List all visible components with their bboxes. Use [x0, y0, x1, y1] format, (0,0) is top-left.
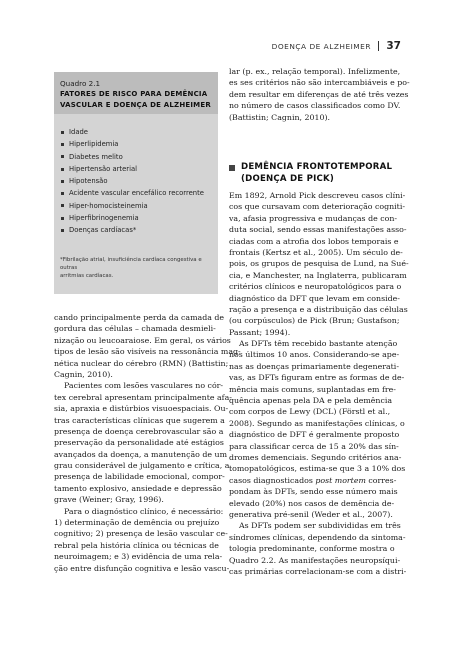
risk-factors-box [54, 72, 218, 294]
text-line: ração a presença e a distribuição das células [229, 304, 408, 314]
text-line: gordura das células – chamada desmieli- [54, 324, 216, 334]
separator-bar [378, 41, 379, 51]
text-line: 1) determinação de demência ou prejuízo [54, 518, 220, 528]
risk-factor-label: Hipertensão arterial [69, 164, 138, 173]
box-footnote [60, 256, 214, 280]
section-title [241, 162, 401, 185]
text-line: Em 1892, Arnold Pick descreveu casos clíni- [229, 191, 406, 200]
text-line: Para o diagnóstico clínico, é necessário: [64, 506, 224, 516]
right-column-text-body [229, 190, 409, 577]
text-line: grau considerável de julgamento e crítica, a [54, 461, 230, 471]
risk-factor-item [61, 187, 204, 199]
risk-factor-item [61, 175, 204, 187]
bullet-icon [61, 180, 64, 183]
box-title-line-2: VASCULAR E DOENÇA DE ALZHEIMER [60, 100, 211, 109]
text-line: Passant; 1994). [229, 327, 291, 337]
text-line: 2008). Segundo as manifestações clínicas, o [229, 418, 405, 428]
text-line: tomopatológicos, estima-se que 3 a 10% dos [229, 464, 406, 474]
footnote-line-1: *Fibrilação atrial, insuficiência cardíaca congestiva e outras [60, 257, 202, 271]
risk-factor-item [61, 151, 204, 163]
running-title: DOENÇA DE ALZHEIMER [271, 41, 371, 51]
text-line: no número de casos classificados como DV. [229, 101, 401, 111]
text-line: para classificar cerca de 15 a 20% das sín- [229, 441, 399, 451]
text-line: nização ou leucoaraiose. Em geral, os vários [54, 335, 231, 345]
bullet-icon [61, 168, 64, 171]
text-line: pois, os grupos de pesquisa de Lund, na Sué- [229, 259, 409, 269]
risk-factor-label: Hiperfibrinogenemia [69, 214, 139, 223]
text-line: cognitivo; 2) presença de lesão vascular ce- [54, 529, 228, 539]
text-line: duta social, sendo essas manifestações asso- [229, 225, 407, 235]
text-line: nos últimos 10 anos. Considerando-se ape- [229, 350, 400, 360]
text-line: quência apenas pela DA e pela demência [229, 396, 393, 406]
risk-factor-item [61, 138, 204, 150]
bullet-icon [61, 204, 64, 207]
text-line: avançados da doença, a manutenção de um [54, 449, 228, 459]
risk-factor-label: Hiperlipidemia [69, 140, 119, 149]
risk-factor-label: Acidente vascular encefálico recorrente [69, 189, 204, 198]
bullet-icon [61, 155, 64, 158]
text-line: elevado (20%) nos casos de demência de- [229, 498, 395, 508]
text-line: rebral pela história clínica ou técnicas de [54, 540, 219, 550]
text-line: As DFTs podem ser subdivididas em três [239, 521, 401, 531]
bullet-icon [61, 143, 64, 146]
text-line: va, afasia progressiva e mudanças de con- [229, 213, 398, 223]
risk-factor-label: Doenças cardíacas* [69, 226, 137, 235]
left-column-text [54, 312, 241, 574]
text-line: ciadas com a atrofia dos lobos temporais e [229, 236, 399, 246]
box-header [54, 72, 218, 114]
text-line: ção entre disfunção cognitiva e lesão vascu- [54, 563, 230, 573]
text-line: cos que cursavam com deterioração cogniti- [229, 202, 405, 212]
box-label: Quadro 2.1 [60, 79, 101, 88]
text-line: es ses critérios não são intercambiáveis e po- [229, 78, 410, 88]
bullet-icon [61, 229, 64, 232]
risk-factor-list [61, 126, 204, 237]
italic-term: post mortem [315, 475, 366, 485]
right-column-text-top [229, 66, 410, 123]
risk-factor-item [61, 212, 204, 224]
text-line: sia, apraxia e distúrbios visuoespaciais. Ou- [54, 404, 229, 414]
text-line: Pacientes com lesões vasculares no cór- [64, 381, 224, 391]
risk-factor-item [61, 126, 204, 138]
footnote-line-2: arritmias cardíacas. [60, 273, 114, 279]
text-line: neuroimagem; e 3) evidência de uma rela- [54, 552, 223, 562]
text-line: preservação da personalidade até estágios [54, 438, 224, 448]
risk-factor-label: Diabetes melito [69, 152, 123, 161]
text-line: cando principalmente perda da camada de [54, 313, 225, 322]
text-line: pondam às DFTs, sendo esse número mais [229, 487, 398, 497]
running-head [272, 40, 401, 52]
section-square-icon [229, 165, 235, 171]
text-line: Cagnin, 2010). [54, 369, 113, 379]
text-line: dem resultar em diferenças de até três vezes [229, 89, 409, 99]
box-title-line-1: FATORES DE RISCO PARA DEMÊNCIA [60, 90, 208, 98]
text-line: tologia predominante, conforme mostra o [229, 544, 395, 554]
page-number: 37 [386, 40, 401, 52]
text-line: generativa pré-senil (Weder et al., 2007). [229, 509, 393, 519]
section-title-line-2: (DOENÇA DE PICK) [241, 173, 334, 184]
text-line: diagnóstico de DFT é geralmente proposto [229, 430, 400, 440]
text-line: critérios clínicos e neuropatológicos para o [229, 282, 402, 292]
bullet-icon [61, 192, 64, 195]
text-line: tex cerebral apresentam principalmente afa- [54, 392, 232, 402]
text-line: nética nuclear do cérebro (RMN) (Battistin; [54, 358, 229, 368]
text-line: vas, as DFTs figuram entre as formas de de- [229, 373, 405, 383]
text-line: nas as doenças primariamente degenerati- [229, 361, 399, 371]
risk-factor-item [61, 200, 204, 212]
text-line: cia, e Manchester, na Inglaterra, publicaram [229, 270, 407, 280]
bullet-icon [61, 217, 64, 220]
text-line: Quadro 2.2. As manifestações neuropsíqui- [229, 555, 401, 565]
text-line: lar (p. ex., relação temporal). Infelizmente, [229, 67, 401, 76]
risk-factor-label: Idade [69, 128, 88, 136]
risk-factor-item [61, 163, 204, 175]
bullet-icon [61, 131, 64, 134]
text-line: diagnóstico da DFT que levam em conside- [229, 293, 400, 303]
risk-factor-label: Hiper-homocisteinemia [69, 201, 148, 210]
text-line: As DFTs têm recebido bastante atenção [239, 339, 398, 349]
text-line: tamento explosivo, ansiedade e depressão [54, 483, 222, 493]
text-line: grave (Weiner; Gray, 1996). [54, 495, 164, 505]
text-line: tipos de lesão são visíveis na ressonância mag- [54, 347, 241, 357]
text-line: presença de doença cerebrovascular são a [54, 426, 224, 436]
text-line: síndromes clínicas, dependendo da sintoma- [229, 532, 406, 542]
text-line: presença de labilidade emocional, compor- [54, 472, 225, 482]
text-line: cas primárias correlacionam-se com a distri- [229, 566, 407, 576]
text-line: tras características clínicas que sugerem a [54, 415, 225, 425]
text-line: casos diagnosticados post mortem corres- [229, 475, 397, 485]
text-line: mência mais comuns, suplantadas em fre- [229, 384, 396, 394]
text-line: (Battistin; Cagnin, 2010). [229, 112, 330, 122]
risk-factor-item [61, 224, 204, 236]
box-title [60, 89, 215, 110]
text-line: (ou corpúsculos) de Pick (Brun; Gustafson; [229, 316, 400, 326]
section-title-line-1: DEMÊNCIA FRONTOTEMPORAL [241, 162, 393, 172]
text-line: com corpos de Lewy (DCL) (Förstl et al., [229, 407, 391, 417]
risk-factor-label: Hipotensão [69, 177, 108, 186]
text-line: dromes demenciais. Segundo critérios ana- [229, 452, 402, 462]
text-line: frontais (Kertsz et al., 2005). Um século de- [229, 247, 403, 257]
